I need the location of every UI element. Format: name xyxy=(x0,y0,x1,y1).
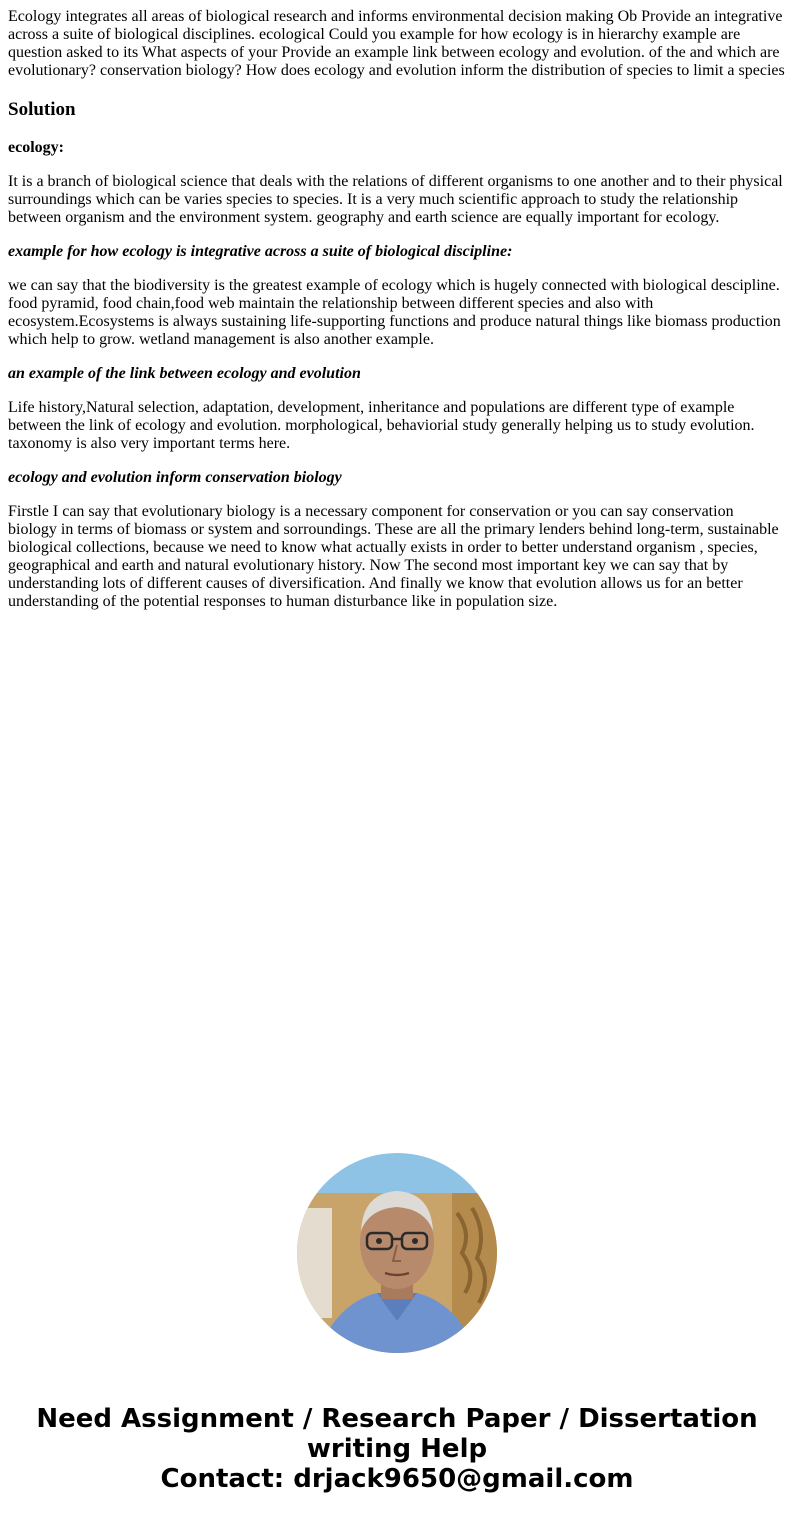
section-title-integrative-example: example for how ecology is integrative across a suite of biological discipline: xyxy=(8,243,513,260)
section-body-ecology: It is a branch of biological science that deals with the relations of different organisms to one another and to their physical surroundings which can be varies species to species. It is a very much scientific approach to study the relationship between organism and the environment system. geography and earth science are equally important for ecology. xyxy=(8,173,783,226)
solution-heading: Solution xyxy=(8,99,76,120)
section-title-ecology-evolution-link: an example of the link between ecology and evolution xyxy=(8,365,361,382)
footer-contact-line: Contact: drjack9650@gmail.com xyxy=(160,1464,634,1494)
contact-footer xyxy=(0,1404,794,1494)
footer-line-2: writing Help xyxy=(306,1434,488,1464)
document-content xyxy=(0,0,794,611)
section-body-integrative-example: we can say that the biodiversity is the greatest example of ecology which is hugely connected with biological descipline. food pyramid, food chain,food web maintain the relationship between different species and also with ecosystem.Ecosystems is always sustaining life-supporting functions and produce natural things like biomass production which help to grow. wetland management is also another example. xyxy=(8,277,781,348)
section-body-ecology-evolution-link: Life history,Natural selection, adaptation, development, inheritance and populations are different type of example between the link of ecology and evolution. morphological, behaviorial study generally helping us to study evolution. taxonomy is also very important terms here. xyxy=(8,399,755,452)
footer-line-1: Need Assignment / Research Paper / Dissertation xyxy=(36,1404,758,1434)
section-title-conservation-biology: ecology and evolution inform conservation biology xyxy=(8,469,342,486)
question-text: Ecology integrates all areas of biological research and informs environmental decision making Ob Provide an integrative across a suite of biological disciplines. ecological Could you example for how ecology is in hierarchy example are question asked to its What aspects of your Provide an example link between ecology and evolution. of the and which are evolutionary? conservation biology? How does ecology and evolution inform the distribution of species to limit a species xyxy=(8,8,785,79)
section-body-conservation-biology: Firstle I can say that evolutionary biology is a necessary component for conservation or you can say conservation biology in terms of biomass or system and sorroundings. These are all the primary lenders behind long-term, sustainable biological collections, because we need to know what actually exists in order to better understand organism , species, geographical and earth and natural evolutionary history. Now The second most important key we can say that by understanding lots of different causes of diversification. And finally we know that evolution allows us for an better understanding of the potential responses to human disturbance like in population size. xyxy=(8,503,779,610)
avatar xyxy=(297,1153,497,1353)
avatar-portrait-image xyxy=(297,1153,497,1353)
section-title-ecology: ecology: xyxy=(8,139,64,156)
